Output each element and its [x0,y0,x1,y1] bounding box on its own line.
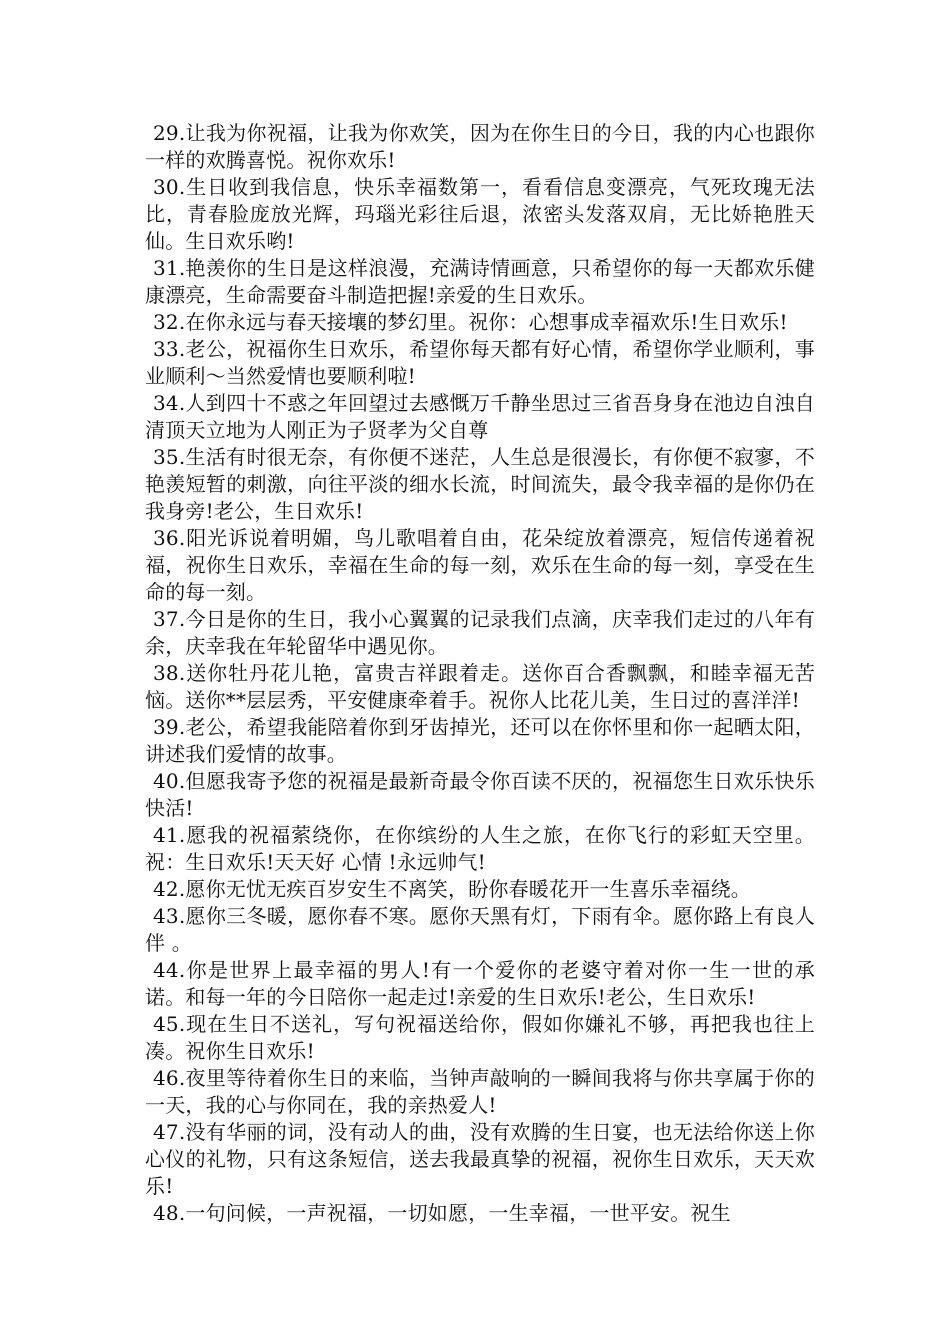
wish-paragraph-32: 32.在你永远与春天接壤的梦幻里。祝你：心想事成幸福欢乐!生日欢乐! [153,310,788,334]
wish-paragraph-37: 37.今日是你的生日，我小心翼翼的记录我们点滴，庆幸我们走过的八年有余，庆幸我在年轮留华中遇见你。 [145,607,815,658]
wish-paragraph-39: 39.老公，希望我能陪着你到牙齿掉光，还可以在你怀里和你一起晒太阳，讲述我们爱情的故事。 [145,715,815,766]
wish-paragraph-33: 33.老公，祝福你生日欢乐，希望你每天都有好心情，希望你学业顺利，事业顺利～当然爱情也要顺利啦! [145,337,815,388]
wish-paragraph-31: 31.艳羡你的生日是这样浪漫，充满诗情画意，只希望你的每一天都欢乐健康漂亮，生命需要奋斗制造把握!亲爱的生日欢乐。 [145,256,815,307]
wish-paragraph-42: 42.愿你无忧无疾百岁安生不离笑，盼你春暖花开一生喜乐幸福绕。 [153,877,752,901]
wish-paragraph-47: 47.没有华丽的词，没有动人的曲，没有欢腾的生日宴，也无法给你送上你心仪的礼物，只有这条短信，送去我最真挚的祝福，祝你生日欢乐，天天欢乐! [145,1120,815,1198]
wish-paragraph-40: 40.但愿我寄予您的祝福是最新奇最令你百读不厌的，祝福您生日欢乐快乐快活! [145,769,815,820]
document-page [145,120,815,1227]
wish-paragraph-30: 30.生日收到我信息，快乐幸福数第一，看看信息变漂亮，气死玫瑰无法比，青春脸庞放光辉，玛瑙光彩往后退，浓密头发落双肩，无比娇艳胜天仙。生日欢乐哟! [145,175,815,253]
wish-paragraph-38: 38.送你牡丹花儿艳，富贵吉祥跟着走。送你百合香飘飘，和睦幸福无苦恼。送你**层层秀，平安健康牵着手。祝你人比花儿美，生日过的喜洋洋! [145,661,815,712]
wish-paragraph-29: 29.让我为你祝福，让我为你欢笑，因为在你生日的今日，我的内心也跟你一样的欢腾喜悦。祝你欢乐! [145,121,815,172]
wish-paragraph-44: 44.你是世界上最幸福的男人!有一个爱你的老婆守着对你一生一世的承诺。和每一年的今日陪你一起走过!亲爱的生日欢乐!老公，生日欢乐! [145,958,815,1009]
wish-paragraph-46: 46.夜里等待着你生日的来临，当钟声敲响的一瞬间我将与你共享属于你的一天，我的心与你同在，我的亲热爱人! [145,1066,815,1117]
wish-paragraph-36: 36.阳光诉说着明媚，鸟儿歌唱着自由，花朵绽放着漂亮，短信传递着祝福，祝你生日欢乐，幸福在生命的每一刻，欢乐在生命的每一刻，享受在生命的每一刻。 [145,526,815,604]
wish-paragraph-45: 45.现在生日不送礼，写句祝福送给你，假如你嫌礼不够，再把我也往上凑。祝你生日欢乐! [145,1012,815,1063]
wish-paragraph-35: 35.生活有时很无奈，有你便不迷茫，人生总是很漫长，有你便不寂寥，不艳羡短暂的刺激，向往平淡的细水长流，时间流失，最令我幸福的是你仍在我身旁!老公，生日欢乐! [145,445,815,523]
wish-paragraph-48: 48.一句问候，一声祝福，一切如愿，一生幸福，一世平安。祝生 [153,1201,731,1225]
wish-paragraph-41: 41.愿我的祝福萦绕你，在你缤纷的人生之旅，在你飞行的彩虹天空里。祝：生日欢乐!天天好 心情 !永远帅气! [145,823,815,874]
wish-paragraph-34: 34.人到四十不惑之年回望过去感慨万千静坐思过三省吾身身在池边自浊自清顶天立地为人刚正为子贤孝为父自尊 [145,391,815,442]
wish-paragraph-43: 43.愿你三冬暖，愿你春不寒。愿你天黑有灯，下雨有伞。愿你路上有良人伴 。 [145,904,815,955]
